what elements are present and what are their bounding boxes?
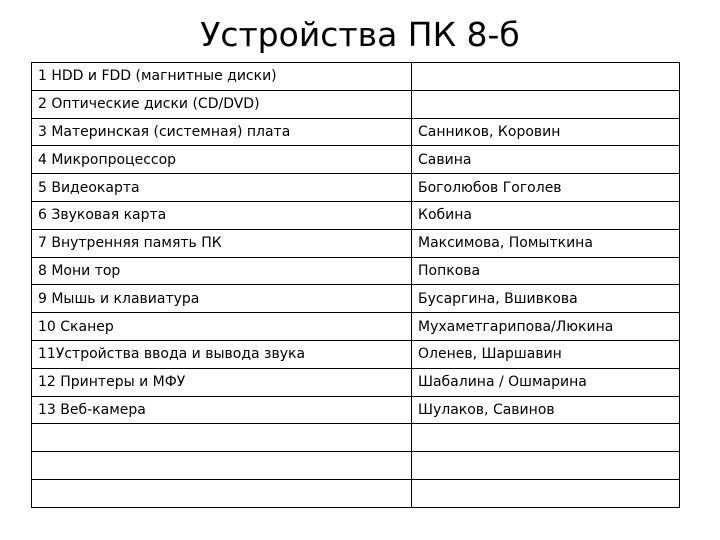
table-row <box>32 452 680 480</box>
table-row <box>32 424 680 452</box>
topic-cell: 9 Мышь и клавиатура <box>32 285 412 313</box>
students-cell: Савина <box>412 146 680 174</box>
table-row <box>32 396 680 424</box>
students-cell: Шабалина / Ошмарина <box>412 368 680 396</box>
topic-cell: 5 Видеокарта <box>32 174 412 202</box>
students-cell: Оленев, Шаршавин <box>412 340 680 368</box>
students-cell: Бусаргина, Вшивкова <box>412 285 680 313</box>
table-row <box>32 479 680 507</box>
table-row <box>32 201 680 229</box>
topic-cell <box>32 479 412 507</box>
students-cell: Максимова, Помыткина <box>412 229 680 257</box>
topic-cell: 7 Внутренняя память ПК <box>32 229 412 257</box>
topic-cell: 1 HDD и FDD (магнитные диски) <box>32 63 412 91</box>
table-row <box>32 63 680 91</box>
topic-cell: 12 Принтеры и МФУ <box>32 368 412 396</box>
students-cell: Санников, Коровин <box>412 118 680 146</box>
students-cell <box>412 90 680 118</box>
topic-cell: 13 Веб-камера <box>32 396 412 424</box>
topic-cell: 8 Мони тор <box>32 257 412 285</box>
topic-cell <box>32 424 412 452</box>
assignment-table <box>31 62 680 508</box>
table-row <box>32 340 680 368</box>
topic-cell <box>32 452 412 480</box>
students-cell <box>412 63 680 91</box>
table-row <box>32 174 680 202</box>
topic-cell: 3 Материнская (системная) плата <box>32 118 412 146</box>
table-row <box>32 118 680 146</box>
page-title: Устройства ПК 8-б <box>200 15 520 54</box>
table-row <box>32 368 680 396</box>
students-cell: Шулаков, Савинов <box>412 396 680 424</box>
table-row <box>32 285 680 313</box>
table-row <box>32 229 680 257</box>
topic-cell: 2 Оптические диски (CD/DVD) <box>32 90 412 118</box>
table-row <box>32 257 680 285</box>
students-cell <box>412 424 680 452</box>
students-cell <box>412 452 680 480</box>
table-row <box>32 313 680 341</box>
students-cell: Боголюбов Гоголев <box>412 174 680 202</box>
topic-cell: 4 Микропроцессор <box>32 146 412 174</box>
table-row <box>32 90 680 118</box>
topic-cell: 11Устройства ввода и вывода звука <box>32 340 412 368</box>
students-cell: Кобина <box>412 201 680 229</box>
table-row <box>32 146 680 174</box>
students-cell <box>412 479 680 507</box>
topic-cell: 6 Звуковая карта <box>32 201 412 229</box>
students-cell: Мухаметгарипова/Люкина <box>412 313 680 341</box>
topic-cell: 10 Сканер <box>32 313 412 341</box>
students-cell: Попкова <box>412 257 680 285</box>
